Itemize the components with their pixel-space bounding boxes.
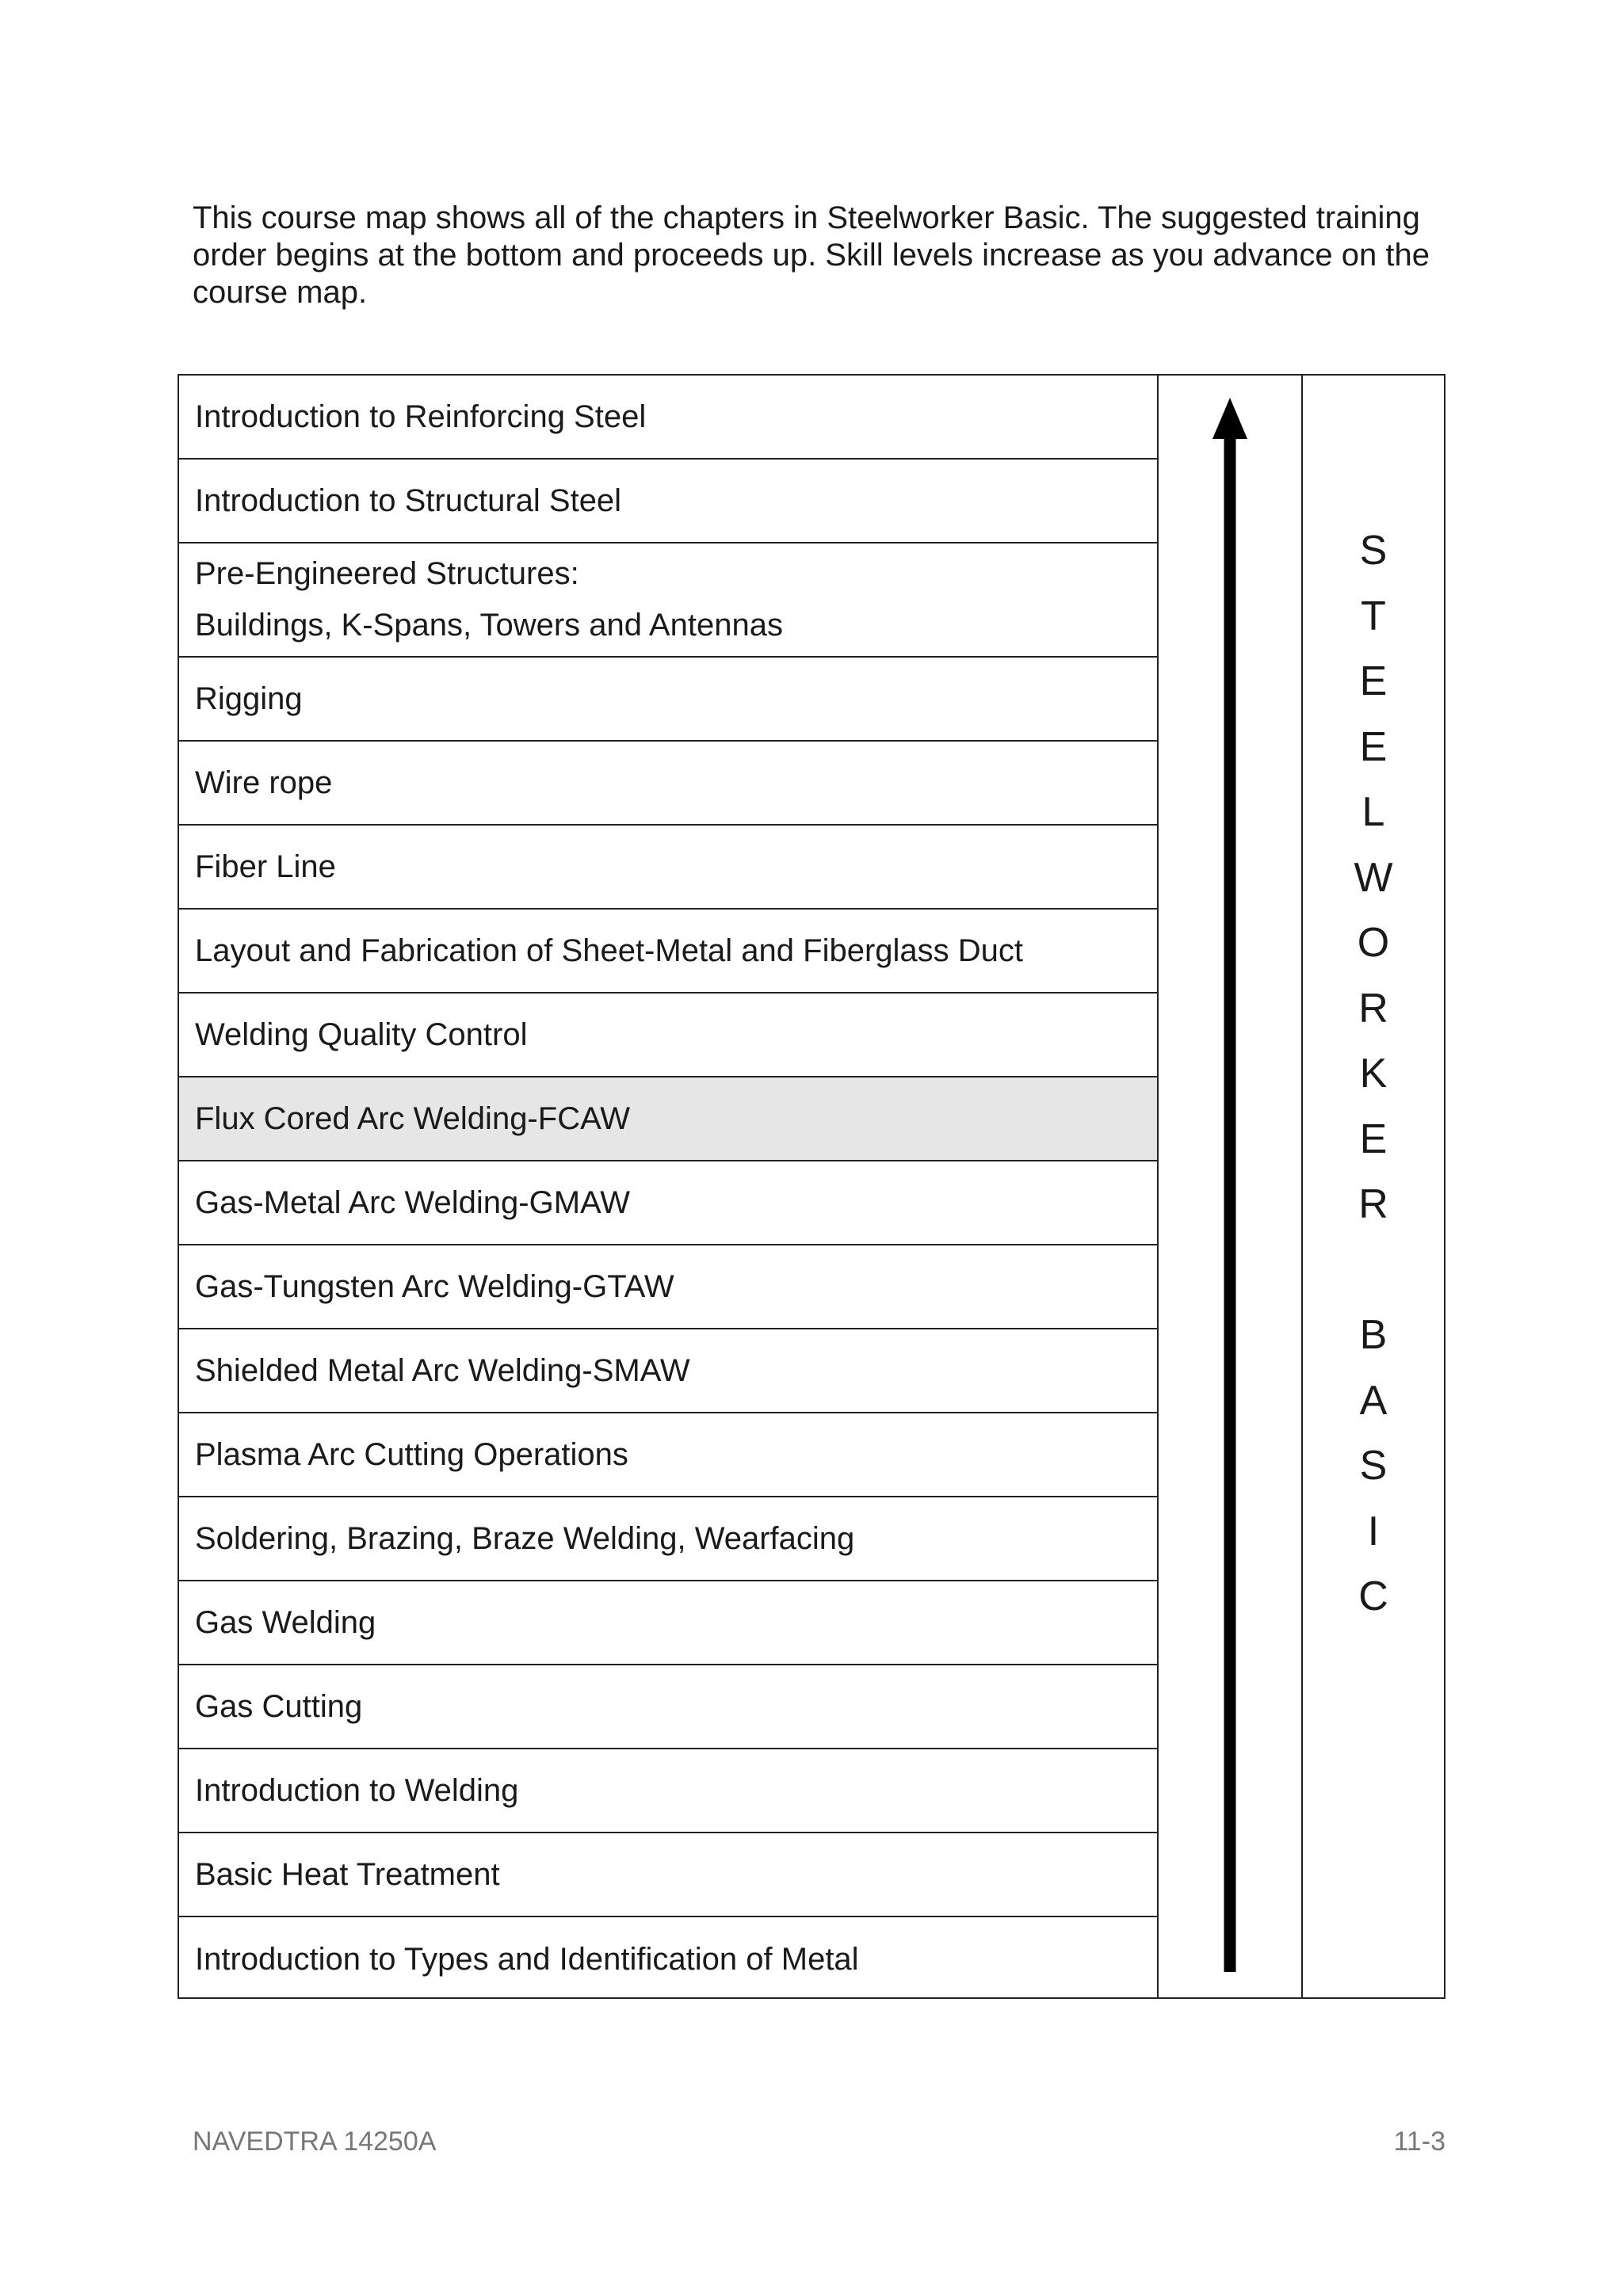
title-letter: I (1367, 1508, 1380, 1554)
title-letter: L (1361, 789, 1385, 835)
chapter-title: Introduction to Types and Identification of Metal (195, 1941, 859, 1977)
chapter-title: Fiber Line (195, 849, 336, 884)
title-letter: S (1359, 1443, 1388, 1489)
progression-arrow-column (1159, 376, 1303, 1997)
chapter-list (179, 376, 1159, 1997)
chapter-title: Pre-Engineered Structures: (195, 556, 579, 591)
title-letter: K (1359, 1051, 1388, 1097)
chapter-row (179, 1245, 1157, 1329)
chapter-title: Layout and Fabrication of Sheet-Metal and Fiberglass Duct (195, 933, 1024, 968)
chapter-row (179, 1749, 1157, 1833)
chapter-row (179, 742, 1157, 826)
chapter-row (179, 1413, 1157, 1497)
title-letter: E (1359, 1116, 1388, 1162)
chapter-row (179, 1581, 1157, 1665)
chapter-row (179, 376, 1157, 460)
title-letter: T (1361, 593, 1386, 639)
chapter-title: Plasma Arc Cutting Operations (195, 1436, 628, 1472)
title-letter: C (1358, 1573, 1388, 1619)
chapter-row (179, 658, 1157, 742)
chapter-subtitle: Buildings, K-Spans, Towers and Antennas (195, 608, 783, 643)
up-arrow-icon (1159, 376, 1301, 1997)
chapter-row (179, 1665, 1157, 1749)
title-letter (1303, 1238, 1444, 1303)
chapter-title: Soldering, Brazing, Braze Welding, Wearfacing (195, 1520, 855, 1556)
chapter-row (179, 1917, 1157, 2001)
course-map (178, 374, 1445, 1999)
chapter-row (179, 826, 1157, 910)
chapter-title: Wire rope (195, 765, 333, 800)
title-letter: E (1359, 723, 1388, 770)
chapter-row (179, 1497, 1157, 1581)
chapter-title: Gas-Tungsten Arc Welding-GTAW (195, 1268, 674, 1304)
chapter-title: Welding Quality Control (195, 1016, 528, 1052)
vertical-course-title (1303, 518, 1444, 1630)
title-letter: B (1359, 1312, 1388, 1358)
chapter-row (179, 543, 1157, 658)
chapter-row (179, 1077, 1157, 1161)
title-letter: R (1358, 985, 1388, 1032)
chapter-row (179, 910, 1157, 994)
chapter-title: Rigging (195, 681, 303, 716)
chapter-row (179, 1161, 1157, 1245)
title-letter: S (1359, 528, 1388, 574)
title-letter: A (1359, 1377, 1388, 1424)
document-id: NAVEDTRA 14250A (193, 2126, 437, 2157)
arrow-head (1212, 398, 1247, 439)
title-letter: R (1358, 1181, 1388, 1227)
chapter-row (179, 1833, 1157, 1917)
chapter-title: Introduction to Structural Steel (195, 482, 622, 518)
chapter-title: Gas-Metal Arc Welding-GMAW (195, 1184, 631, 1220)
chapter-title: Gas Cutting (195, 1688, 363, 1724)
course-title-column (1303, 376, 1444, 1997)
title-letter: O (1357, 920, 1390, 966)
chapter-title: Flux Cored Arc Welding-FCAW (195, 1100, 631, 1136)
title-letter: W (1354, 854, 1393, 901)
chapter-row (179, 1329, 1157, 1413)
chapter-title: Gas Welding (195, 1604, 376, 1640)
chapter-title: Introduction to Welding (195, 1772, 519, 1808)
chapter-title: Introduction to Reinforcing Steel (195, 399, 647, 434)
title-letter: E (1359, 658, 1388, 704)
page-number: 11-3 (1393, 2126, 1445, 2157)
chapter-title: Basic Heat Treatment (195, 1856, 500, 1892)
chapter-row (179, 460, 1157, 543)
intro-paragraph: This course map shows all of the chapters in Steelworker Basic. The suggested training order begins at the bottom and proceeds up. Skill levels increase as you advance on the course map. (193, 200, 1430, 310)
chapter-title: Shielded Metal Arc Welding-SMAW (195, 1352, 690, 1388)
chapter-row (179, 994, 1157, 1077)
